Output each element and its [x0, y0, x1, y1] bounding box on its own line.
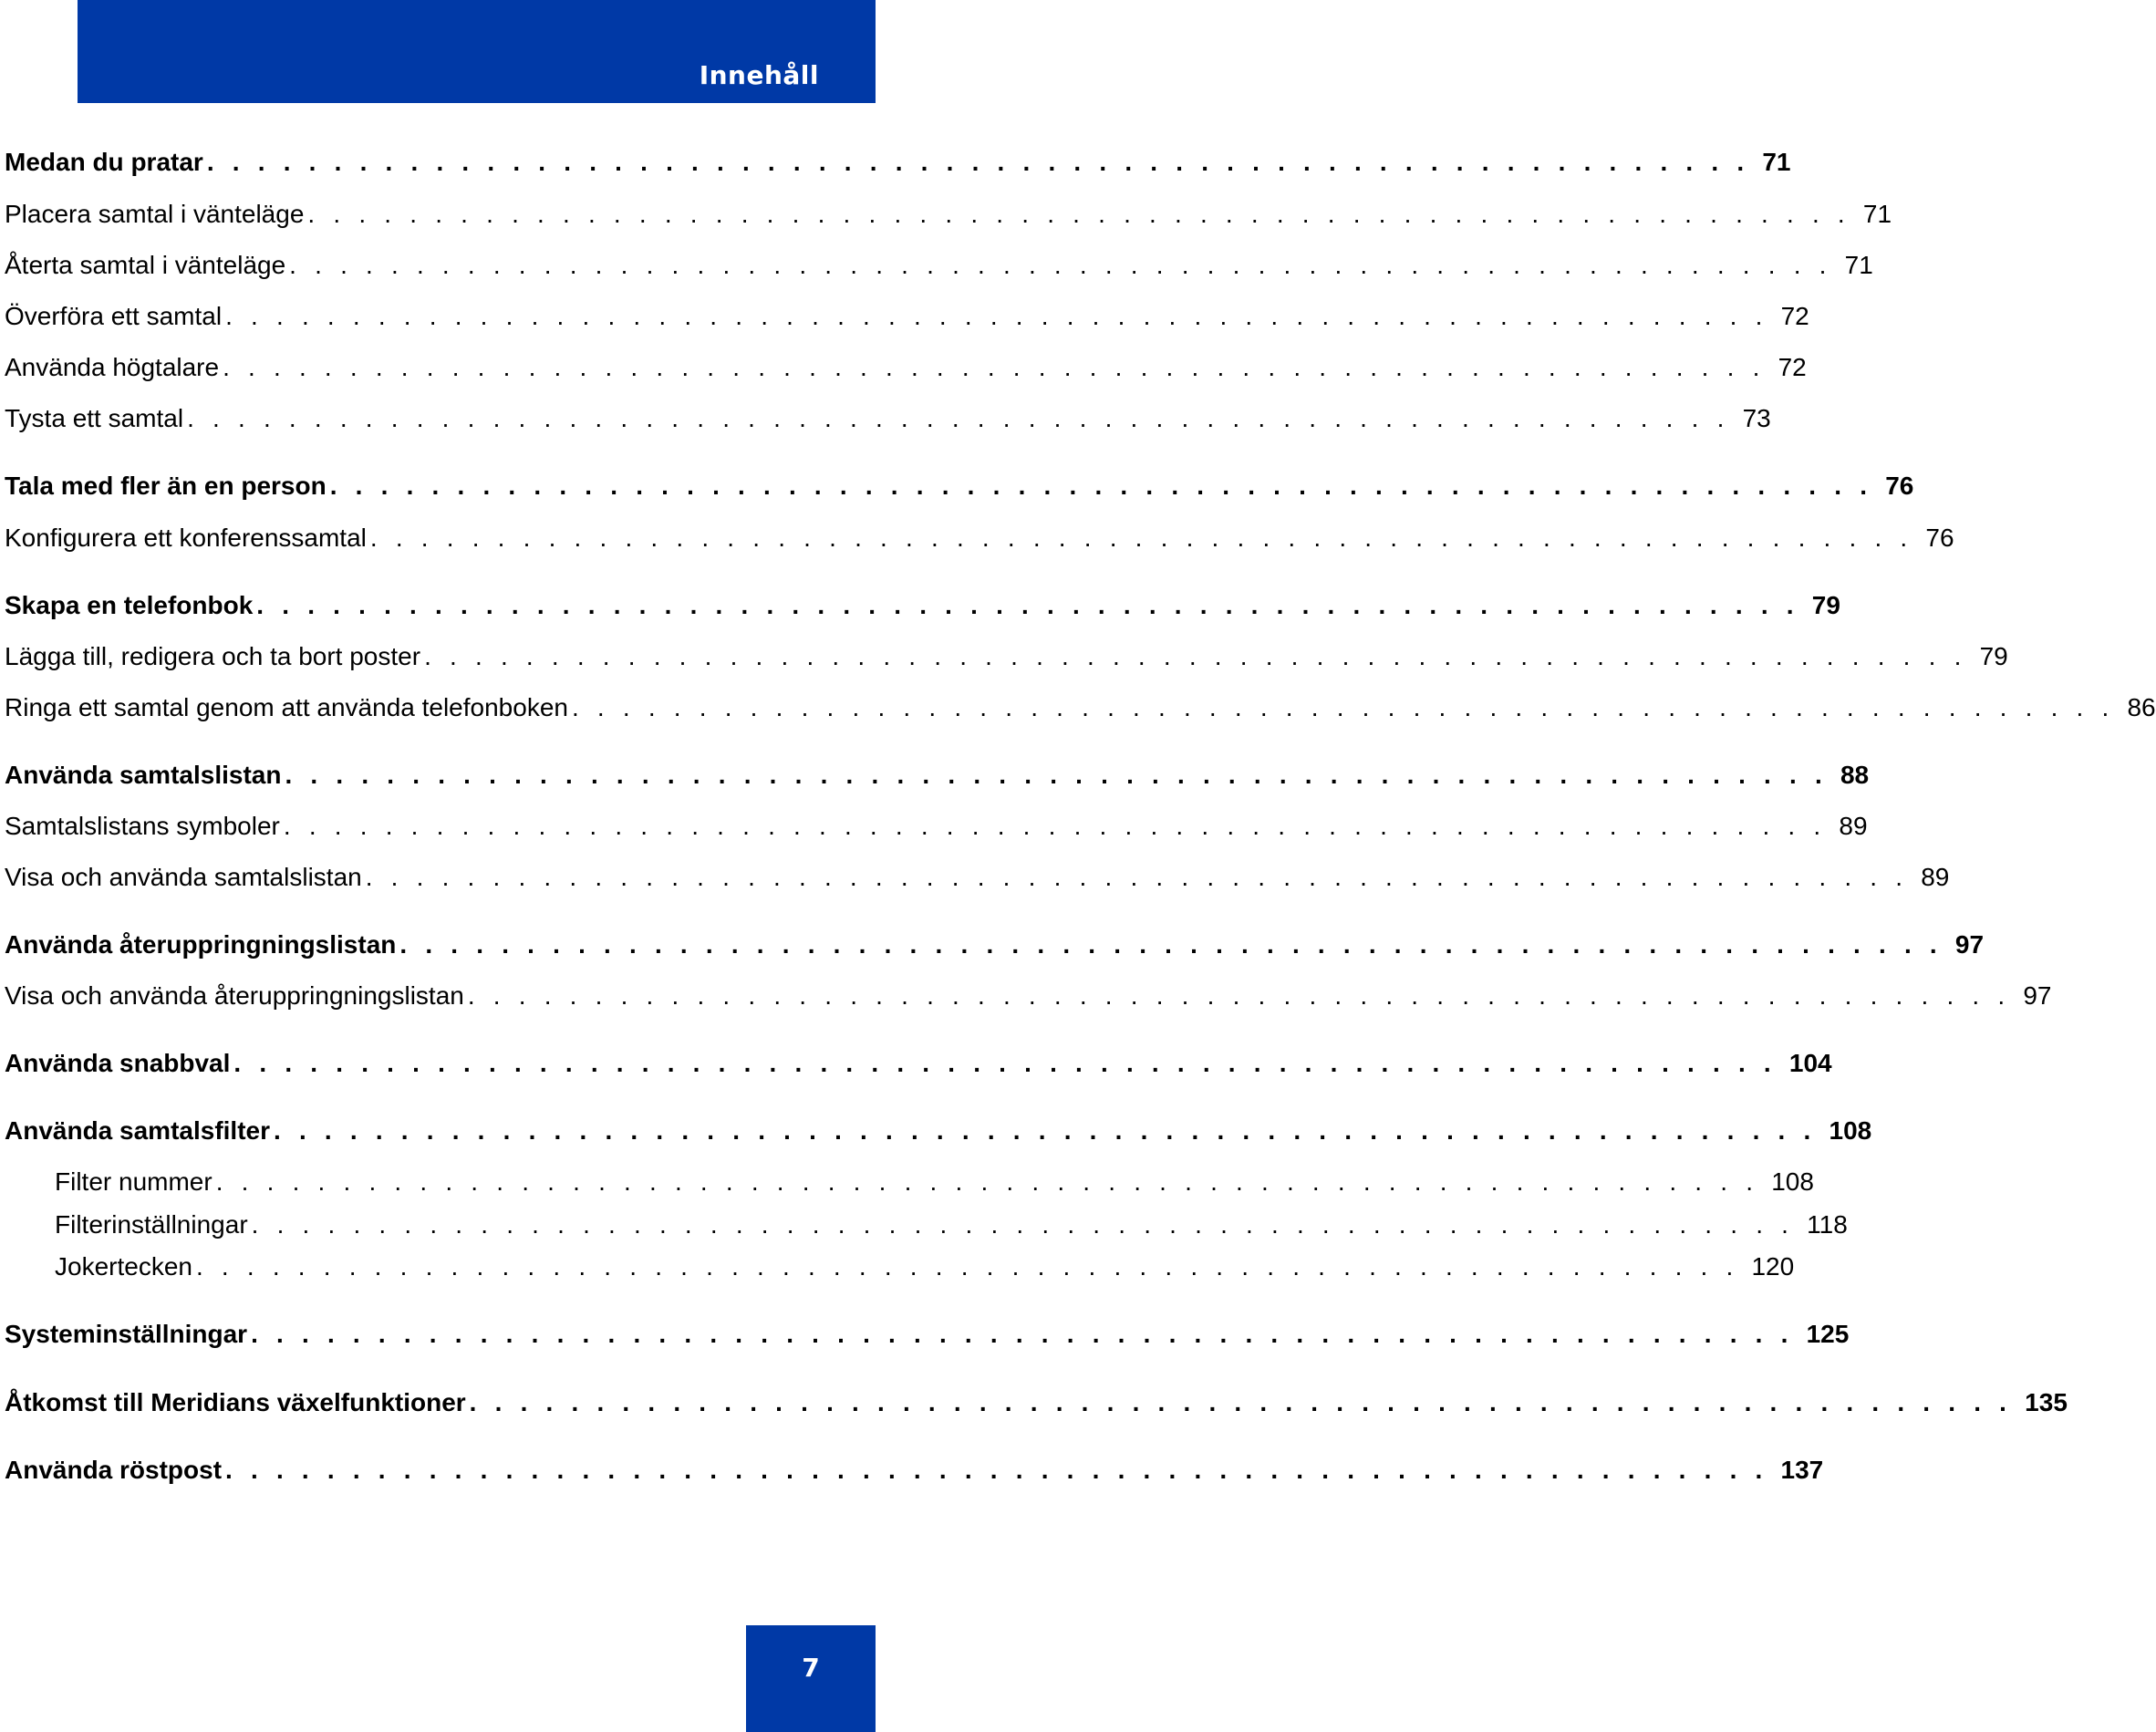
toc-leader: . . . . . . . . . . . . . . . . . . . . . . . . . . . . . . . . . . . . . . . . . . . . . . . . . . . . . . . . . . . . . [215, 1167, 1759, 1196]
toc-entry[interactable] [5, 296, 1809, 332]
toc-entry-label: Medan du pratar [5, 148, 203, 176]
toc-leader: . . . . . . . . . . . . . . . . . . . . . . . . . . . . . . . . . . . . . . . . . . . . . . . . . . . . . . . . . . . . . [283, 812, 1827, 840]
toc-entry-page: 108 [1771, 1167, 1814, 1196]
toc-entry[interactable] [5, 244, 1873, 281]
toc-entry-page: 88 [1840, 761, 1870, 789]
toc-entry[interactable] [5, 1110, 1872, 1146]
toc-entry[interactable] [55, 1204, 1848, 1240]
header-band [78, 0, 876, 103]
toc-entry-page: 89 [1839, 812, 1868, 840]
toc-entry-label: Placera samtal i vänteläge [5, 200, 305, 228]
toc-entry-label: Använda snabbval [5, 1049, 231, 1077]
toc-entry[interactable] [5, 1313, 1850, 1350]
toc-entry-page: 118 [1807, 1210, 1848, 1239]
toc-entry-page: 73 [1742, 404, 1771, 432]
toc-entry-page: 71 [1862, 200, 1892, 228]
toc-entry-label: Använda högtalare [5, 353, 220, 381]
toc-entry-page: 76 [1885, 472, 1914, 500]
toc-leader: . . . . . . . . . . . . . . . . . . . . . . . . . . . . . . . . . . . . . . . . . . . . . . . . . . . . . . . . . . . . . [223, 353, 1766, 381]
toc-entry[interactable] [5, 141, 1791, 178]
toc-entry-label: Filter nummer [55, 1167, 212, 1196]
toc-entry[interactable] [5, 193, 1892, 230]
toc-leader: . . . . . . . . . . . . . . . . . . . . . . . . . . . . . . . . . . . . . . . . . . . . . . . . . . . . . . . . . . . . . [399, 930, 1943, 959]
toc-entry[interactable] [5, 924, 1985, 960]
toc-entry-label: Konfigurera ett konferenssamtal [5, 524, 367, 552]
toc-leader: . . . . . . . . . . . . . . . . . . . . . . . . . . . . . . . . . . . . . . . . . . . . . . . . . . . . . . . . . . . . . [369, 524, 1913, 552]
toc-leader: . . . . . . . . . . . . . . . . . . . . . . . . . . . . . . . . . . . . . . . . . . . . . . . . . . . . . . . . . . . . . [307, 200, 1850, 228]
toc-entry[interactable] [5, 585, 1840, 621]
toc-leader: . . . . . . . . . . . . . . . . . . . . . . . . . . . . . . . . . . . . . . . . . . . . . . . . . . . . . . . . . . . . . [233, 1049, 1777, 1077]
toc-leader: . . . . . . . . . . . . . . . . . . . . . . . . . . . . . . . . . . . . . . . . . . . . . . . . . . . . . . . . . . . . . [274, 1116, 1817, 1145]
toc-entry-page: 97 [1954, 930, 1985, 959]
toc-entry-label: Visa och använda återuppringningslistan [5, 981, 464, 1010]
toc-entry[interactable] [5, 856, 1950, 893]
toc-entry[interactable] [5, 465, 1914, 502]
toc-entry[interactable] [5, 398, 1771, 434]
section-title: Innehåll [699, 60, 819, 90]
toc-entry-label: Ringa ett samtal genom att använda telefonboken [5, 693, 568, 721]
page-number-box [746, 1625, 876, 1732]
toc-leader: . . . . . . . . . . . . . . . . . . . . . . . . . . . . . . . . . . . . . . . . . . . . . . . . . . . . . . . . . . . . . [365, 863, 1909, 891]
toc-entry[interactable] [5, 687, 2156, 723]
toc-entry-page: 72 [1780, 302, 1809, 330]
toc-entry-page: 135 [2025, 1388, 2068, 1416]
toc-entry-label: Återta samtal i vänteläge [5, 251, 286, 279]
toc-entry[interactable] [5, 636, 2008, 672]
toc-entry-label: Lägga till, redigera och ta bort poster [5, 642, 421, 670]
toc-entry[interactable] [5, 975, 2052, 1011]
toc-leader: . . . . . . . . . . . . . . . . . . . . . . . . . . . . . . . . . . . . . . . . . . . . . . . . . . . . . . . . . . . . . [329, 472, 1873, 500]
toc-leader: . . . . . . . . . . . . . . . . . . . . . . . . . . . . . . . . . . . . . . . . . . . . . . . . . . . . . . . . . . . . . [424, 642, 1967, 670]
toc-leader: . . . . . . . . . . . . . . . . . . . . . . . . . . . . . . . . . . . . . . . . . . . . . . . . . . . . . . . . . . . . . [285, 761, 1828, 789]
toc-entry-page: 79 [1979, 642, 2008, 670]
toc-entry-label: Filterinställningar [55, 1210, 248, 1239]
toc-entry-page: 125 [1806, 1320, 1850, 1348]
toc-entry[interactable] [5, 1382, 2068, 1418]
page-number: 7 [802, 1653, 820, 1683]
toc-entry-page: 76 [1925, 524, 1954, 552]
toc-entry-label: Använda samtalsfilter [5, 1116, 270, 1145]
toc-entry[interactable] [5, 805, 1868, 842]
toc-entry[interactable] [55, 1246, 1795, 1282]
toc-entry-page: 71 [1762, 148, 1791, 176]
toc-entry[interactable] [5, 1449, 1824, 1486]
toc-entry-page: 71 [1844, 251, 1873, 279]
toc-entry-label: Tala med fler än en person [5, 472, 327, 500]
toc-leader: . . . . . . . . . . . . . . . . . . . . . . . . . . . . . . . . . . . . . . . . . . . . . . . . . . . . . . . . . . . . . [251, 1320, 1794, 1348]
toc-entry[interactable] [5, 754, 1870, 791]
toc-entry-label: Överföra ett samtal [5, 302, 223, 330]
toc-entry[interactable] [5, 517, 1954, 554]
toc-entry-page: 104 [1788, 1049, 1832, 1077]
toc-entry-label: Använda samtalslistan [5, 761, 282, 789]
toc-entry-label: Systeminställningar [5, 1320, 248, 1348]
toc-leader: . . . . . . . . . . . . . . . . . . . . . . . . . . . . . . . . . . . . . . . . . . . . . . . . . . . . . . . . . . . . . [225, 1456, 1768, 1484]
toc-entry-label: Åtkomst till Meridians växelfunktioner [5, 1388, 466, 1416]
toc-entry-page: 108 [1829, 1116, 1872, 1145]
toc-leader: . . . . . . . . . . . . . . . . . . . . . . . . . . . . . . . . . . . . . . . . . . . . . . . . . . . . . . . . . . . . . [256, 591, 1799, 619]
toc-entry-page: 72 [1778, 353, 1807, 381]
toc-entry[interactable] [5, 347, 1807, 383]
toc-entry-label: Visa och använda samtalslistan [5, 863, 362, 891]
toc-leader: . . . . . . . . . . . . . . . . . . . . . . . . . . . . . . . . . . . . . . . . . . . . . . . . . . . . . . . . . . . . . [251, 1210, 1795, 1239]
toc-leader: . . . . . . . . . . . . . . . . . . . . . . . . . . . . . . . . . . . . . . . . . . . . . . . . . . . . . . . . . . . . . [187, 404, 1730, 432]
toc-entry-label: Tysta ett samtal [5, 404, 184, 432]
toc-entry-page: 97 [2023, 981, 2052, 1010]
toc-entry-page: 89 [1921, 863, 1950, 891]
toc-entry-page: 137 [1780, 1456, 1824, 1484]
toc-leader: . . . . . . . . . . . . . . . . . . . . . . . . . . . . . . . . . . . . . . . . . . . . . . . . . . . . . . . . . . . . . [571, 693, 2115, 721]
toc-entry-label: Använda återuppringningslistan [5, 930, 397, 959]
toc-leader: . . . . . . . . . . . . . . . . . . . . . . . . . . . . . . . . . . . . . . . . . . . . . . . . . . . . . . . . . . . . . [206, 148, 1750, 176]
toc-leader: . . . . . . . . . . . . . . . . . . . . . . . . . . . . . . . . . . . . . . . . . . . . . . . . . . . . . . . . . . . . . [469, 1388, 2013, 1416]
toc-entry-label: Använda röstpost [5, 1456, 223, 1484]
toc-entry[interactable] [55, 1161, 1814, 1198]
toc-leader: . . . . . . . . . . . . . . . . . . . . . . . . . . . . . . . . . . . . . . . . . . . . . . . . . . . . . . . . . . . . . [195, 1252, 1739, 1281]
toc-leader: . . . . . . . . . . . . . . . . . . . . . . . . . . . . . . . . . . . . . . . . . . . . . . . . . . . . . . . . . . . . . [225, 302, 1768, 330]
toc-entry-page: 79 [1811, 591, 1840, 619]
toc-leader: . . . . . . . . . . . . . . . . . . . . . . . . . . . . . . . . . . . . . . . . . . . . . . . . . . . . . . . . . . . . . [467, 981, 2011, 1010]
toc-entry[interactable] [5, 1042, 1832, 1079]
toc-entry-label: Samtalslistans symboler [5, 812, 280, 840]
toc-entry-page: 120 [1751, 1252, 1795, 1281]
toc-entry-label: Skapa en telefonbok [5, 591, 254, 619]
toc-leader: . . . . . . . . . . . . . . . . . . . . . . . . . . . . . . . . . . . . . . . . . . . . . . . . . . . . . . . . . . . . . [289, 251, 1832, 279]
toc-entry-label: Jokertecken [55, 1252, 192, 1281]
toc-entry-page: 86 [2127, 693, 2156, 721]
